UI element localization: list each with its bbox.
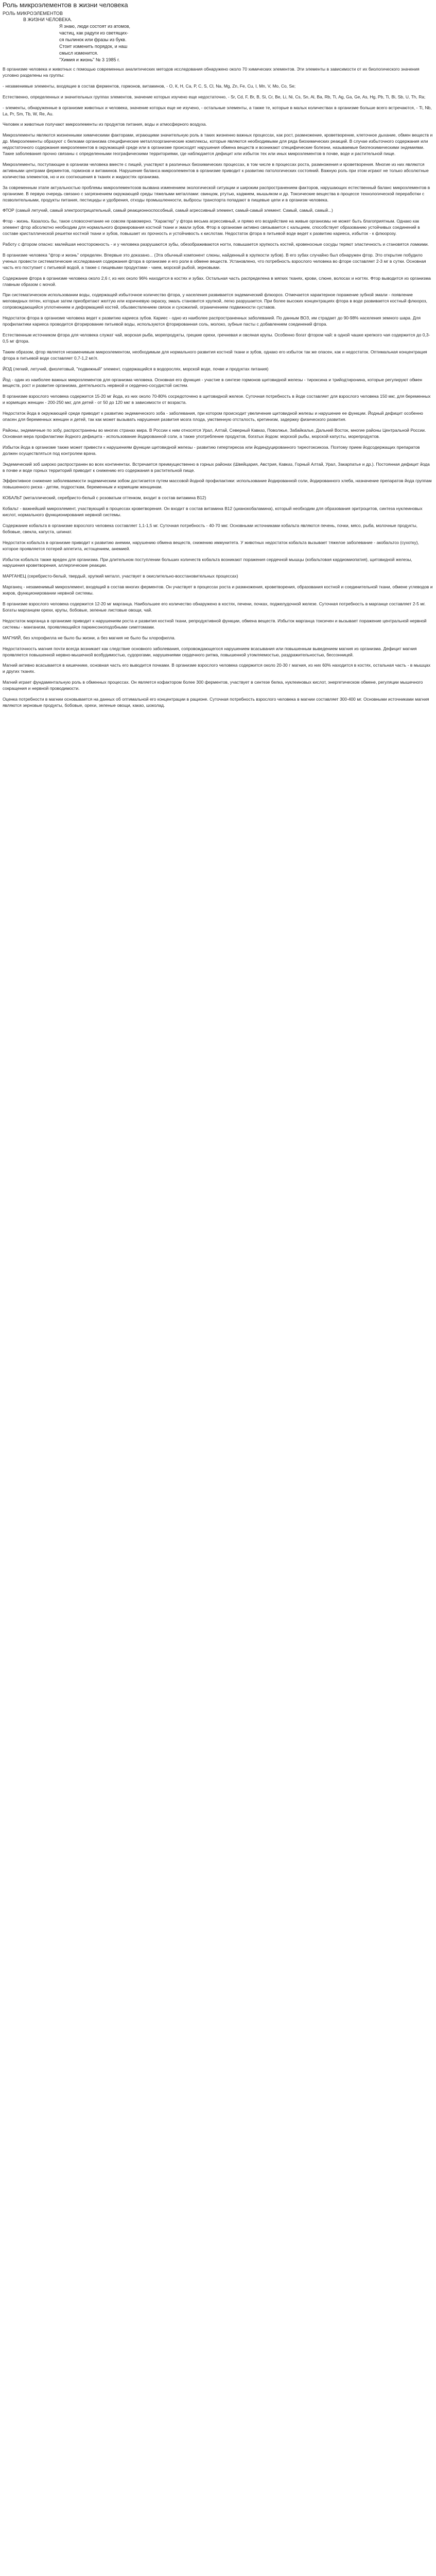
article-paragraph: - элементы, обнаруженные в организме животных и человека, значение которых еще не изучено, - остальные элементы, а также те, которые в малых количествах в организме больше всего встречаются, - Ti, Nb, La, Pr, Sm, Tb, W, Re, Au.	[3, 105, 432, 116]
article-paragraph: Недостаточность магния почти всегда возникает как следствие основного заболевания, сопровождающегося нарушением всасывания или повышенным выведением магния из организма. Дефицит магния проявляется повышенной нервно-мышечной возбудимостью, судорогами, нарушениями сердечного ритма, повышенной утомляемостью, раздражительностью, бессонницей.	[3, 646, 417, 657]
article-paragraph: Недостаток йода в окружающей среде приводит к развитию эндемического зоба - заболевания, при котором происходит увеличение щитовидной железы и нарушение ее функции. Йодный дефицит особенно опасен для беременных женщин и детей, так как может вызывать нарушения развития мозга плода, умственную отсталость, кретинизм, задержку физического развития.	[3, 411, 423, 422]
article-paragraph: Оценка потребности в магнии основывается на данных об оптимальной его концентрации в рационе. Суточная потребность взрослого человека в магнии составляет 300-400 мг. Основными источниками магния являются зерновые продукты, бобовые, орехи, зеленые овощи, какао, шоколад.	[3, 697, 429, 708]
article-paragraph: Эффективное снижение заболеваемости эндемическим зобом достигается путем массовой йодной профилактики: использование йодированной соли, йодированного хлеба, назначение препаратов йода группам повышенного риска - детям, подросткам, беременным и кормящим женщинам.	[3, 478, 432, 490]
epigraph-line: частиц, как радуги из светящих-	[59, 30, 129, 36]
article-paragraph: Естественным источником фтора для человека служат чай, морская рыба, морепродукты, грецкие орехи, гречневая и овсяная крупы. Особенно богат фтором чай: в одной чашке крепкого чая содержится до 0,3-0,5 мг фтора.	[3, 332, 430, 344]
article-paragraph: Таким образом, фтор является незаменимым микроэлементом, необходимым для нормального развития костной ткани и зубов, однако его избыток так же опасен, как и недостаток. Оптимальная концентрация фтора в питьевой воде составляет 0,7-1,2 мг/л.	[3, 349, 427, 361]
article-paragraph: Недостаток марганца в организме приводит к нарушениям роста и развития костной ткани, репродуктивной функции, обмена веществ. Избыток марганца токсичен и вызывает поражение центральной нервной системы - манганизм, проявляющийся паркинсоноподобными симптомами.	[3, 618, 427, 630]
article-subtitle: РОЛЬ МИКРОЭЛЕМЕНТОВ	[3, 11, 63, 16]
article-paragraph: Недостаток кобальта в организме приводит к развитию анемии, нарушению обмена веществ, снижению иммунитета. У животных недостаток кобальта вызывает тяжелое заболевание - акобальтоз (сухотку), которое проявляется потерей аппетита, истощением, анемией.	[3, 539, 419, 551]
article-paragraph: Кобальт - важнейший микроэлемент, участвующий в процессах кроветворения. Он входит в состав витамина В12 (цианокобаламина), который необходим для образования эритроцитов, синтеза нуклеиновых кислот, нормального функционирования нервной системы.	[3, 506, 423, 518]
article-paragraph: МАРГАНЕЦ (серебристо-белый, твердый, хрупкий металл, участвует в окислительно-восстановительных процессах)	[3, 573, 238, 579]
article-paragraph: В организме человека "фтор и жизнь" определен. Впервые это доказано... (Эта обычный компонент слюны, найденный в хрупкости зубов). В его зубах случайно был обнаружен фтор. Это открытие побудило ученых провести систематические исследования содержания фтора в организме и его роли в обмене веществ. Установлено, что потребность взрослого человека во фторе составляет 2-3 мг в сутки. Основная часть его поступает с питьевой водой, а также с пищевыми продуктами - чаем, морской рыбой, зерновыми.	[3, 252, 426, 270]
article-page	[0, 0, 436, 709]
article-paragraph: Работу с фтором опасно: малейшая неосторожность - и у человека разрушаются зубы, обезображиваются ногти, повышается хрупкость костей, кровеносные сосуды теряют эластичность и становятся ломкими.	[3, 242, 429, 247]
epigraph-line: смысл изменится.	[59, 50, 98, 56]
article-paragraph: Магний играет фундаментальную роль в обменных процессах. Он является кофактором более 300 ферментов, участвует в синтезе белка, нуклеиновых кислот, энергетическом обмене, регуляции мышечного сокращения и нервной проводимости.	[3, 680, 423, 691]
article-body	[3, 66, 433, 709]
article-paragraph: Содержание кобальта в организме взрослого человека составляет 1,1-1,5 мг. Суточная потребность - 40-70 мкг. Основными источниками кобальта являются печень, почки, мясо, рыба, молочные продукты, бобовые, свекла, капуста, шпинат.	[3, 522, 417, 534]
article-paragraph: Содержание фтора в организме человека около 2,6 г, из них около 96% находится в костях и зубах. Остальная часть распределена в мягких тканях, крови, слюне, волосах и ногтях. Фтор выводится из организма главным образом с мочой.	[3, 275, 431, 287]
article-paragraph: Недостаток фтора в организме человека ведет к развитию кариеса зубов. Кариес - одно из наиболее распространенных заболеваний. По данным ВОЗ, им страдает до 90-98% населения земного шара. Для профилактики кариеса проводится фторирование питьевой воды, используются фторированная соль, молоко, зубные пасты с добавлением соединений фтора.	[3, 315, 421, 327]
article-paragraph: Районы, эндемичные по зобу, распространены во многих странах мира. В России к ним относятся Урал, Алтай, Северный Кавказ, Поволжье, Забайкалье, Дальний Восток, многие районы Центральной России. Основная мера профилактики йодного дефицита - использование йодированной соли, а также употребление продуктов, богатых йодом: морской рыбы, морской капусты, морепродуктов.	[3, 427, 426, 439]
epigraph-line: "Химия и жизнь" № 3 1985 г.	[59, 57, 120, 62]
epigraph	[3, 16, 433, 63]
article-paragraph: За современным этапе актуальностью проблемы микроэлементозов вызвана изменением экологической ситуации и широким распространением факторов, нарушающих естественный баланс микроэлементов в организме. В первую очередь связано с загрязнением окружающей среды тяжелыми металлами: свинцом, ртутью, кадмием, мышьяком и др. Токсические вещества в процессе технологической переработки с позволительными, продукты питания, пестициды и удобрения, отходы промышленности, выбросы транспорта попадают в пищевые цепи и в организм человека.	[3, 184, 430, 202]
article-paragraph: Микроэлементы являются жизненными химическими факторами, играющими значительную роль в таких жизненно важных процессах, как рост, размножение, кроветворение, клеточное дыхание, обмен веществ и др. Микроэлементы образуют с белками организма специфические металлоорганические комплексы, которые являются необходимыми для ряда биохимических реакций. В случае избыточного содержания или недостаточного содержания микроэлементов в окружающей среде или в организме происходят нарушения обмена веществ и возникают специфические болезни, называемые биогеохимическими эндемиями. Такие заболевания прочно связаны с определенными географическими территориями, где наблюдается дефицит или избыток тех или иных микроэлементов в почве, воде и растительной пище.	[3, 132, 433, 157]
epigraph-line: В ЖИЗНИ ЧЕЛОВЕКА.	[23, 17, 72, 22]
article-paragraph: При систематическом использовании воды, содержащей избыточное количество фтора, у населения развивается эндемический флюороз. Отмечается характерное поражение зубной эмали - появление меловидных пятен, которые затем приобретают желтую или коричневую окраску, эмаль становится хрупкой, легко разрушается. При более высоких концентрациях фтора в воде развивается костный флюороз, сопровождающийся уплотнением и деформацией костей, обызвествлением связок и сухожилий, ограничением подвижности суставов.	[3, 292, 427, 310]
article-paragraph: Марганец - незаменимый микроэлемент, входящий в состав многих ферментов. Он участвует в процессах роста и размножения, кроветворения, образования костной и соединительной ткани, обмене углеводов и жиров, функционировании нервной системы.	[3, 584, 433, 596]
article-paragraph: В организме человека и животных с помощью современных аналитических методов исследования обнаружено около 70 химических элементов. Эти элементы в зависимости от их биологического значения условно разделены на группы:	[3, 66, 420, 78]
article-paragraph: Магний активно всасывается в кишечнике, основная часть его выводится почками. В организме взрослого человека содержится около 20-30 г магния, из них 60% находится в костях, остальная часть - в мышцах и других тканях.	[3, 663, 431, 674]
article-paragraph: Йод - один из наиболее важных микроэлементов для организма человека. Основная его функция - участие в синтезе гормонов щитовидной железы - тироксина и трийодтиронина, которые регулируют обмен веществ, рост и развитие организма, деятельность нервной и сердечно-сосудистой систем.	[3, 377, 422, 388]
article-paragraph: Избыток кобальта также вреден для организма. При длительном поступлении больших количеств кобальта возникают поражения сердечной мышцы (кобальтовая кардиомиопатия), щитовидной железы, нарушения кроветворения, аллергические реакции.	[3, 556, 412, 568]
epigraph-line: ся пылинок или фразы из букв.	[59, 37, 127, 42]
article-paragraph: Избыток йода в организме также может привести к нарушениям функции щитовидной железы - развитию гипертиреоза или йодиндуцированного тиреотоксикоза. Поэтому прием йодсодержащих препаратов должен осуществляться под контролем врача.	[3, 444, 420, 456]
article-paragraph: ЙОД (легкий, летучий, фиолетовый, "подвижный" элемент, содержащийся в водорослях, морской воде, почве и продуктах питания)	[3, 366, 269, 371]
article-paragraph: В организме взрослого человека содержится 12-20 мг марганца. Наибольшее его количество обнаружено в костях, печени, почках, поджелудочной железе. Суточная потребность в марганце составляет 2-5 мг. Богаты марганцем орехи, крупы, бобовые, зеленые листовые овощи, чай.	[3, 601, 426, 613]
article-paragraph: МАГНИЙ, без хлорофилла не было бы жизни, а без магния не было бы хлорофилла.	[3, 635, 176, 640]
epigraph-line: Я знаю, люди состоят из атомов,	[59, 24, 131, 29]
article-paragraph: Фтор - жизнь. Казалось бы, такое словосочетание не совсем правомерно. "Характер" у фтора весьма агрессивный, и прямо его воздействие на живые организмы не может быть благоприятным. Однако как элемент фтор абсолютно необходим для нормального формирования костной ткани и эмали зубов. Фтор в организме активно связывается с кальцием, способствует образованию устойчивых соединений в составе кристаллической решетки костной ткани и зубов, повышает их прочность и устойчивость к кислотам. Недостаток фтора в питьевой воде ведет к развитию кариеса, избыток - к флюорозу.	[3, 218, 420, 236]
article-paragraph: Естественно, определенных и значительных группах элементов, значение которых изучено еще недостаточно, - Sr, Cd, F, Br, B, Si, Cr, Be, Li, Ni, Cs, Sn, Al, Ba, Rb, Ti, Ag, Ga, Ge, As, Hg, Pb, Ti, Bi, Sb, U, Th, Ra;	[3, 94, 426, 99]
article-paragraph: Микроэлементы, поступающие в организм человека вместе с пищей, участвуют в различных биохимических процессах, в том числе в процессах роста, размножения и кроветворения. Многие из них являются активными центрами ферментов, гормонов и витаминов. Нарушение баланса микроэлементов в организме приводит к развитию патологических состояний. Важную роль при этом играют не только абсолютные количества элементов, но и их соотношения в тканях и жидкостях организма.	[3, 161, 429, 179]
article-title: Роль микроэлементов в жизни человека	[3, 1, 128, 9]
article-paragraph: Эндемический зоб широко распространен во всех континентах. Встречается преимущественно в горных районах (Швейцария, Австрия, Кавказ, Горный Алтай, Урал, Закарпатье и др.). Постоянная дефицит йода в почве и воде горных территорий приводит к снижению его содержания в растительной пище.	[3, 461, 430, 473]
article-paragraph: ФТОР (самый летучий, самый электроотрицательный, самый реакционноспособный, самый агрессивный элемент, самый-самый элемент. Самый, самый, самый...)	[3, 208, 333, 213]
epigraph-line: Стоит изменить порядок, и наш	[59, 44, 128, 49]
article-paragraph: Человек и животные получают микроэлементы из продуктов питания, воды и атмосферного воздуха.	[3, 122, 207, 127]
article-paragraph: - незаменимые элементы, входящие в состав ферментов, гормонов, витаминов, - О, К, Н, Са, Р, С, S, Cl, Na, Mg, Zn, Fe, Cu, I, Mn, V, Mo, Co, Se;	[3, 83, 296, 89]
article-paragraph: В организме взрослого человека содержится 15-20 мг йода, из них около 70-80% сосредоточено в щитовидной железе. Суточная потребность в йоде составляет для взрослого человека 150 мкг, для беременных и кормящих женщин - 200-250 мкг, для детей - от 50 до 120 мкг в зависимости от возраста.	[3, 394, 431, 405]
article-paragraph: КОБАЛЬТ (металлический, серебристо-белый с розоватым оттенком, входит в состав витамина В12)	[3, 495, 206, 501]
